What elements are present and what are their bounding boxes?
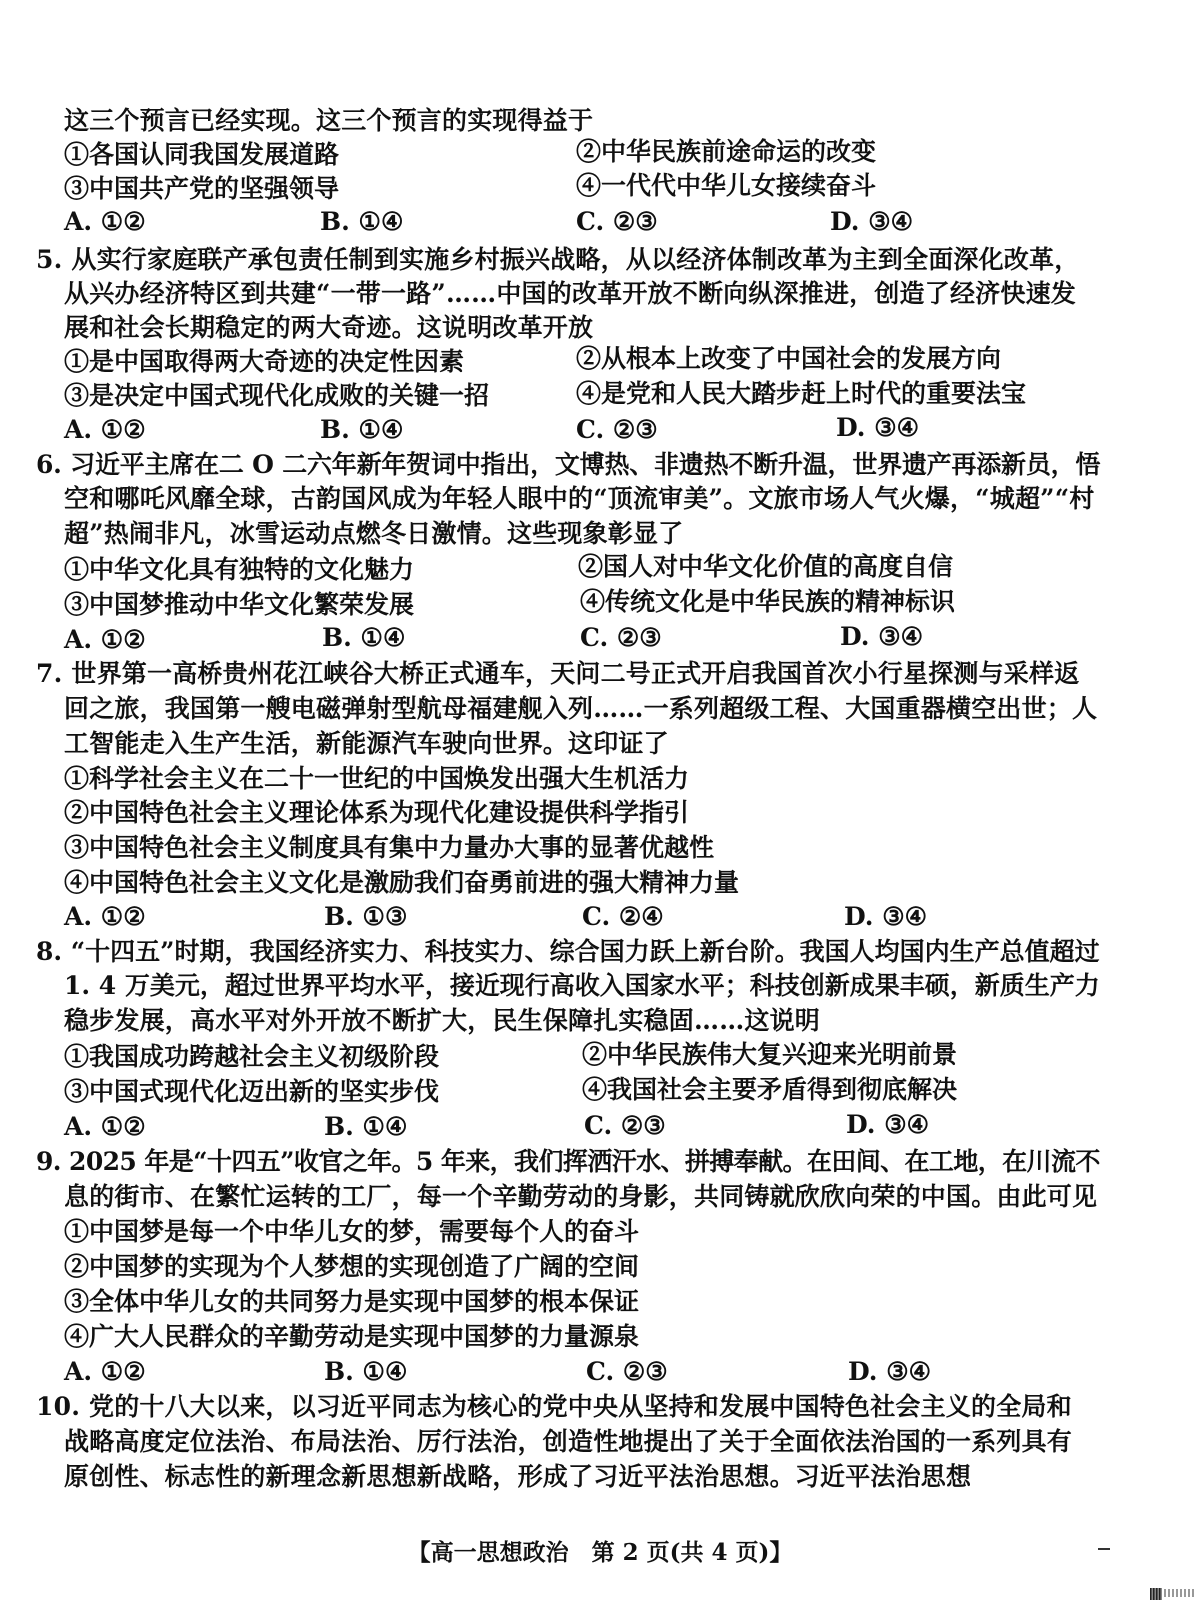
choice-b: B. ①④ bbox=[324, 1112, 408, 1141]
page-mark bbox=[1098, 1548, 1110, 1550]
choice-d: D. ③④ bbox=[836, 413, 920, 442]
statement-4: ④我国社会主要矛盾得到彻底解决 bbox=[582, 1075, 958, 1104]
statement-4: ④一代代中华儿女接续奋斗 bbox=[576, 171, 877, 200]
question-stem-line: 1. 4 万美元，超过世界平均水平，接近现行高收入国家水平；科技创新成果丰硕，新质生产力 bbox=[64, 971, 1100, 1000]
choice-b: B. ①③ bbox=[324, 902, 408, 931]
question-stem-line: 10. 党的十八大以来，以习近平同志为核心的党中央从坚持和发展中国特色社会主义的全局和 bbox=[36, 1392, 1072, 1421]
choice-a: A. ①② bbox=[64, 902, 146, 931]
question-stem-line: 工智能走入生产生活，新能源汽车驶向世界。这印证了 bbox=[64, 729, 669, 758]
statement-3: ③是决定中国式现代化成败的关键一招 bbox=[64, 381, 490, 410]
choice-a: A. ①② bbox=[64, 1112, 146, 1141]
choice-a: A. ①② bbox=[64, 415, 146, 444]
question-stem-line: 回之旅，我国第一艘电磁弹射型航母福建舰入列……一系列超级工程、大国重器横空出世；人 bbox=[64, 694, 1098, 723]
question-stem-line: 稳步发展，高水平对外开放不断扩大，民生保障扎实稳固……这说明 bbox=[64, 1006, 821, 1035]
question-stem-line: 9. 2025 年是“十四五”收官之年。5 年来，我们挥洒汗水、拼搏奉献。在田间、在工地，在川流不 bbox=[36, 1147, 1100, 1176]
qr-code-icon bbox=[1150, 1588, 1162, 1600]
page-footer: 【高一思想政治 第 2 页(共 4 页)】 bbox=[407, 1539, 793, 1566]
choice-d: D. ③④ bbox=[846, 1110, 930, 1139]
choice-d: D. ③④ bbox=[848, 1357, 932, 1386]
choice-c: C. ②③ bbox=[580, 623, 662, 652]
statement-2: ②国人对中华文化价值的高度自信 bbox=[578, 552, 954, 581]
choice-c: C. ②③ bbox=[576, 415, 658, 444]
question-stem-line: 息的街市、在繁忙运转的工厂，每一个辛勤劳动的身影，共同铸就欣欣向荣的中国。由此可见 bbox=[64, 1182, 1098, 1211]
statement-3: ③中国式现代化迈出新的坚实步伐 bbox=[64, 1077, 440, 1106]
question-stem-line: 7. 世界第一高桥贵州花江峡谷大桥正式通车，天问二号正式开启我国首次小行星探测与采样返 bbox=[36, 659, 1080, 688]
question-stem-line: 战略高度定位法治、布局法治、厉行法治，创造性地提出了关于全面依法治国的一系列具有 bbox=[64, 1427, 1073, 1456]
choice-c: C. ②④ bbox=[582, 902, 664, 931]
choice-d: D. ③④ bbox=[840, 622, 924, 651]
choice-c: C. ②③ bbox=[586, 1357, 668, 1386]
statement-2: ②中国特色社会主义理论体系为现代化建设提供科学指引 bbox=[64, 798, 690, 827]
question-stem-line: 从兴办经济特区到共建“一带一路”……中国的改革开放不断向纵深推进，创造了经济快速发 bbox=[64, 279, 1076, 308]
question-stem-line: 5. 从实行家庭联产承包责任制到实施乡村振兴战略，从以经济体制改革为主到全面深化改革， bbox=[36, 245, 1080, 274]
statement-4: ④广大人民群众的辛勤劳动是实现中国梦的力量源泉 bbox=[64, 1322, 640, 1351]
statement-4: ④是党和人民大踏步赶上时代的重要法宝 bbox=[576, 379, 1027, 408]
statement-3: ③全体中华儿女的共同努力是实现中国梦的根本保证 bbox=[64, 1287, 640, 1316]
question-stem-line: 空和哪吒风靡全球，古韵国风成为年轻人眼中的“顶流审美”。文旅市场人气火爆，“城超”“村 bbox=[64, 484, 1095, 513]
choice-b: B. ①④ bbox=[324, 1357, 408, 1386]
statement-1: ①是中国取得两大奇迹的决定性因素 bbox=[64, 347, 465, 376]
choice-d: D. ③④ bbox=[830, 207, 914, 236]
statement-3: ③中国梦推动中华文化繁荣发展 bbox=[64, 590, 415, 619]
statement-1: ①科学社会主义在二十一世纪的中国焕发出强大生机活力 bbox=[64, 764, 690, 793]
statement-4: ④传统文化是中华民族的精神标识 bbox=[580, 587, 956, 616]
choice-c: C. ②③ bbox=[584, 1111, 666, 1140]
choice-d: D. ③④ bbox=[844, 902, 928, 931]
choice-c: C. ②③ bbox=[576, 207, 658, 236]
statement-2: ②中国梦的实现为个人梦想的实现创造了广阔的空间 bbox=[64, 1252, 640, 1281]
question-stem-line: 超”热闹非凡，冰雪运动点燃冬日激情。这些现象彰显了 bbox=[64, 519, 684, 548]
statement-1: ①各国认同我国发展道路 bbox=[64, 140, 340, 169]
choice-b: B. ①④ bbox=[322, 623, 406, 652]
statement-4: ④中国特色社会主义文化是激励我们奋勇前进的强大精神力量 bbox=[64, 868, 740, 897]
statement-2: ②中华民族前途命运的改变 bbox=[576, 137, 877, 166]
watermark-logo bbox=[1164, 1589, 1194, 1597]
choice-a: A. ①② bbox=[64, 207, 146, 236]
question-stem-line: 展和社会长期稳定的两大奇迹。这说明改革开放 bbox=[64, 313, 594, 342]
question-stem-line: 原创性、标志性的新理念新思想新战略，形成了习近平法治思想。习近平法治思想 bbox=[64, 1462, 972, 1491]
choice-a: A. ①② bbox=[64, 625, 146, 654]
question-stem-line: 8. “十四五”时期，我国经济实力、科技实力、综合国力跃上新台阶。我国人均国内生产总值超过 bbox=[36, 937, 1100, 966]
statement-2: ②中华民族伟大复兴迎来光明前景 bbox=[582, 1040, 958, 1069]
statement-2: ②从根本上改变了中国社会的发展方向 bbox=[576, 344, 1002, 373]
question-stem-line: 6. 习近平主席在二 O 二六年新年贺词中指出，文博热、非遗热不断升温，世界遗产再添新员，悟 bbox=[36, 450, 1101, 479]
statement-1: ①中华文化具有独特的文化魅力 bbox=[64, 555, 415, 584]
choice-b: B. ①④ bbox=[320, 415, 404, 444]
statement-1: ①中国梦是每一个中华儿女的梦，需要每个人的奋斗 bbox=[64, 1217, 640, 1246]
choice-b: B. ①④ bbox=[320, 207, 404, 236]
statement-3: ③中国共产党的坚强领导 bbox=[64, 174, 340, 203]
statement-1: ①我国成功跨越社会主义初级阶段 bbox=[64, 1042, 440, 1071]
statement-3: ③中国特色社会主义制度具有集中力量办大事的显著优越性 bbox=[64, 833, 715, 862]
question-stem-line: 这三个预言已经实现。这三个预言的实现得益于 bbox=[64, 106, 594, 135]
choice-a: A. ①② bbox=[64, 1357, 146, 1386]
